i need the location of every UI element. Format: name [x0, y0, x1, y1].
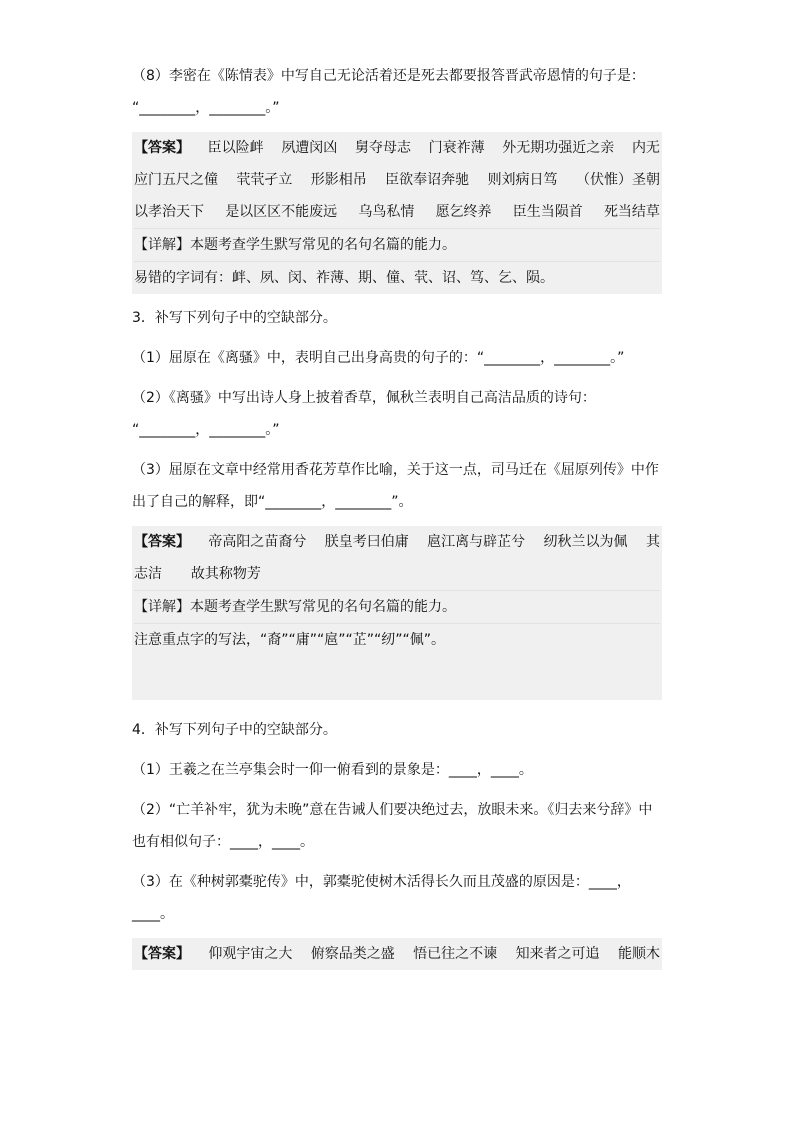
answer-item: 门衰祚薄: [428, 140, 485, 156]
answer-item: 死当结草: [603, 204, 660, 220]
answer-item: 帝高阳之苗裔兮: [208, 534, 307, 550]
error-prone-note: 易错的字词有：衅、夙、闵、祚薄、期、僮、茕、诏、笃、乞、陨。: [134, 261, 660, 294]
detail-text: 【详解】本题考查学生默写常见的名句名篇的能力。: [134, 228, 660, 261]
answer-label: 【答案】: [134, 946, 190, 962]
answer-box-q2: [132, 132, 662, 294]
answer-item: 夙遭闵凶: [281, 140, 338, 156]
answer-item: 故其称物芳: [190, 566, 261, 582]
answer-label: 【答案】: [134, 534, 190, 550]
answer-item: 愿乞终养: [435, 204, 492, 220]
writing-note: 注意重点字的写法，“裔”“庸”“扈”“芷”“纫”“佩”。: [134, 623, 660, 656]
answer-row-3: [134, 196, 660, 228]
answer-item: 乌鸟私情: [358, 204, 415, 220]
question-4-part2-line1: （2）“亡羊补牢，犹为未晚”意在告诫人们要决绝过去，放眼未来。《归去来兮辞》中: [132, 802, 653, 818]
answer-row-1: [134, 938, 660, 970]
answer-item: 应门五尺之僮: [134, 172, 218, 188]
answer-item: 扈江离与辟芷兮: [427, 534, 526, 550]
answer-item: 则刘病日笃: [487, 172, 558, 188]
question-3-part3-line2: 出了自己的解释，即“________，________”。: [132, 494, 413, 510]
answer-item: 志洁: [134, 566, 162, 582]
answer-item: 以孝治天下: [134, 204, 204, 220]
answer-item: 茕茕孑立: [236, 172, 293, 188]
answer-item: 臣生当陨首: [512, 204, 583, 220]
answer-row-2: [134, 558, 660, 590]
answer-item: 知来者之可追: [515, 946, 600, 962]
answer-item: 悟已往之不谏: [413, 946, 498, 962]
answer-box-q3: [132, 526, 662, 700]
answer-item: （伏惟）圣朝: [575, 172, 660, 188]
answer-item: 能顺木: [617, 946, 660, 962]
answer-item: 臣以险衅: [207, 140, 264, 156]
answer-item: 朕皇考曰伯庸: [324, 534, 409, 550]
question-4-part3-line2: ____。: [132, 906, 174, 922]
answer-item: 纫秋兰以为佩: [543, 534, 628, 550]
detail-text: 【详解】本题考查学生默写常见的名句名篇的能力。: [134, 590, 660, 623]
question-4-title: 4．补写下列句子中的空缺部分。: [132, 722, 337, 738]
question-3-part2-line1: （2）《离骚》中写出诗人身上披着香草，佩秋兰表明自己高洁品质的诗句：: [132, 390, 596, 406]
question-4-part1: （1）王羲之在兰亭集会时一仰一俯看到的景象是：____，____。: [132, 762, 533, 778]
answer-item: 内无: [631, 140, 660, 156]
answer-label: 【答案】: [134, 140, 190, 156]
question-3-part1: （1）屈原在《离骚》中，表明自己出身高贵的句子的：“________，________。”: [132, 350, 625, 366]
question-3-part2-line2: “________，________。”: [132, 422, 280, 438]
answer-item: 其: [645, 534, 660, 550]
question-3-part3-line1: （3）屈原在文章中经常用香花芳草作比喻，关于这一点，司马迁在《屈原列传》中作: [132, 462, 659, 478]
answer-item: 形影相吊: [310, 172, 367, 188]
answer-item: 俯察品类之盛: [310, 946, 395, 962]
answer-row-1: [134, 132, 660, 164]
answer-item: 臣欲奉诏奔驰: [385, 172, 470, 188]
question-3-title: 3．补写下列句子中的空缺部分。: [132, 310, 337, 326]
answer-item: 仰观宇宙之大: [208, 946, 293, 962]
answer-item: 外无期功强近之亲: [502, 140, 615, 156]
question-8-line2: “________，________。”: [132, 100, 280, 116]
document-content: [132, 60, 662, 970]
answer-item: 是以区区不能废远: [225, 204, 338, 220]
answer-row-2: [134, 164, 660, 196]
question-4-part3-line1: （3）在《种树郭橐驼传》中，郭橐驼使树木活得长久而且茂盛的原因是：____，: [132, 874, 631, 890]
question-4-part2-line2: 也有相似句子：____，____。: [132, 834, 314, 850]
question-8-line1: （8）李密在《陈情表》中写自己无论活着还是死去都要报答晋武帝恩情的句子是：: [132, 68, 645, 84]
answer-row-1: [134, 526, 660, 558]
answer-item: 舅夺母志: [354, 140, 411, 156]
answer-box-q4: [132, 938, 662, 970]
